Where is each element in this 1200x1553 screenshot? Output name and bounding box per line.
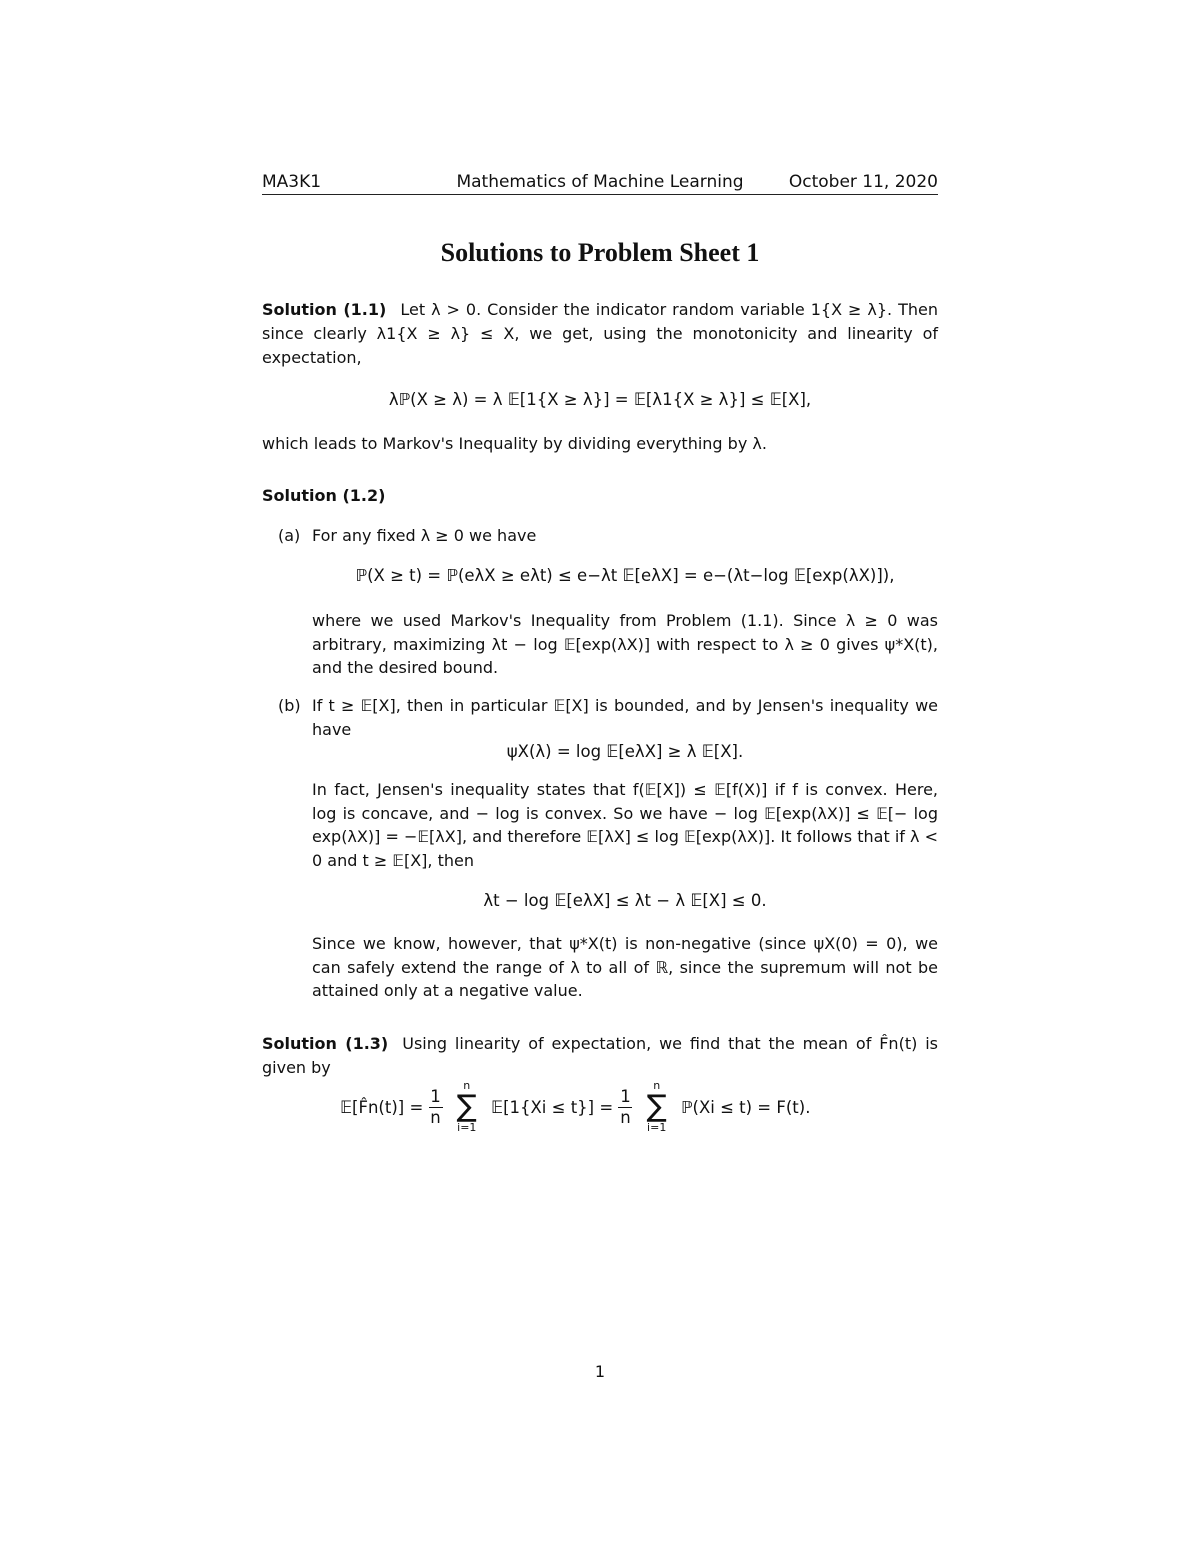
solution-1-1-text: Let λ > 0. Consider the indicator random variable 1{X ≥ λ}. Then since clearly λ1{X ≥ λ} ≤ X, we get, using the monotonicity and linearity of expectation, (262, 300, 939, 367)
header-date: October 11, 2020 (788, 172, 938, 192)
part-b-jensen-paragraph: In fact, Jensen's inequality states that f(𝔼[X]) ≤ 𝔼[f(X)] if f is convex. Here, log is concave, and − log is convex. So we have − log 𝔼[exp(λX)] ≤ 𝔼[− log exp(λX)] = −𝔼[λX], and therefore 𝔼[λX] ≤ log 𝔼[exp(λX)]. It follows that if λ < 0 and t ≥ 𝔼[X], then (312, 780, 938, 870)
solution-1-2-label: Solution (1.2) (262, 486, 386, 505)
solution-1-3-equation (340, 1080, 810, 1140)
eq-lhs: 𝔼[F̂n(t)] = (340, 1097, 424, 1117)
eq-middle: 𝔼[1{Xi ≤ t}] = (491, 1097, 614, 1117)
solution-1-1-paragraph (262, 298, 938, 370)
part-b-equation-2: λt − log 𝔼[eλX] ≤ λt − λ 𝔼[X] ≤ 0. (483, 891, 767, 910)
part-a-intro: For any fixed λ ≥ 0 we have (312, 526, 537, 545)
solution-1-3-paragraph (262, 1032, 938, 1080)
part-a-equation: ℙ(X ≥ t) = ℙ(eλX ≥ eλt) ≤ e−λt 𝔼[eλX] = e−(λt−log 𝔼[exp(λX)]), (355, 566, 895, 585)
page-title: Solutions to Problem Sheet 1 (440, 238, 760, 267)
module-title: Mathematics of Machine Learning (456, 172, 744, 192)
part-a-marker: (a) (278, 526, 301, 545)
sum-symbol-2: n ∑ i=1 (646, 1079, 667, 1134)
fraction-2: $\frac{1}{n}$ (620, 1086, 631, 1127)
solution-1-1-label: Solution (1.1) (262, 300, 387, 319)
document-page (262, 0, 938, 1553)
part-a-explanation: where we used Markov's Inequality from Problem (1.1). Since λ ≥ 0 was arbitrary, maximizing λt − log 𝔼[exp(λX)] with respect to λ ≥ 0 gives ψ*X(t), and the desired bound. (312, 611, 938, 677)
fraction-1: $\frac{1}{n}$ (430, 1086, 441, 1127)
solution-1-1-conclusion: which leads to Markov's Inequality by dividing everything by λ. (262, 434, 767, 453)
page-number: 1 (594, 1362, 606, 1381)
solution-1-1-equation: λℙ(X ≥ λ) = λ 𝔼[1{X ≥ λ}] = 𝔼[λ1{X ≥ λ}] ≤ 𝔼[X], (388, 390, 812, 409)
course-code: MA3K1 (262, 172, 322, 192)
part-b-equation-1: ψX(λ) = log 𝔼[eλX] ≥ λ 𝔼[X]. (506, 742, 744, 761)
part-b-marker: (b) (278, 696, 301, 715)
part-b-intro: If t ≥ 𝔼[X], then in particular 𝔼[X] is bounded, and by Jensen's inequality we have (312, 696, 938, 739)
solution-1-3-label: Solution (1.3) (262, 1034, 389, 1053)
part-b-conclusion: Since we know, however, that ψ*X(t) is non-negative (since ψX(0) = 0), we can safely extend the range of λ to all of ℝ, since the supremum will not be attained only at a negative value. (312, 934, 938, 1000)
running-header (262, 170, 938, 195)
solution-1-3-text: Using linearity of expectation, we find that the mean of F̂n(t) is given by (262, 1034, 938, 1077)
sum-symbol-1: n ∑ i=1 (456, 1079, 477, 1134)
eq-rhs: ℙ(Xi ≤ t) = F(t). (680, 1097, 811, 1117)
